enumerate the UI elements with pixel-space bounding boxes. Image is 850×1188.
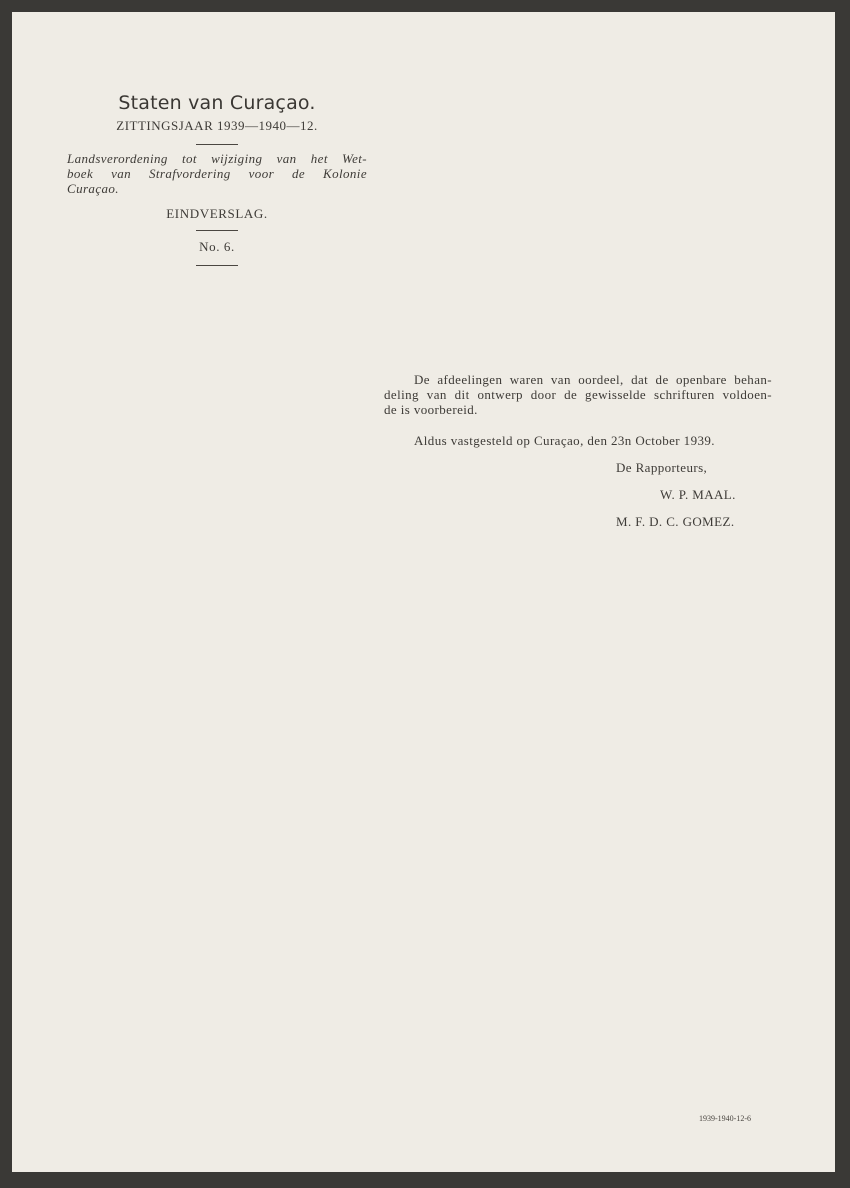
subject-line: boek van Strafvordering voor de Kolonie	[67, 166, 367, 181]
paragraph-line: deling van dit ontwerp door de gewisselde schrifturen voldoen-	[384, 387, 772, 402]
report-number: No. 6.	[199, 239, 235, 254]
document-page	[12, 12, 835, 1172]
subject-line: Landsverordening tot wijziging van het Wet-	[67, 151, 367, 166]
session-year: ZITTINGSJAAR 1939—1940—12.	[116, 118, 318, 133]
document-header	[67, 92, 367, 266]
subject-title	[67, 151, 367, 196]
signatory-name: M. F. D. C. GOMEZ.	[616, 514, 735, 529]
document-body	[384, 372, 772, 529]
document-reference: 1939-1940-12-6	[699, 1114, 751, 1123]
closing-statement: Aldus vastgesteld op Curaçao, den 23n October 1939.	[414, 433, 715, 448]
divider	[196, 230, 238, 231]
divider	[196, 265, 238, 266]
body-paragraph	[384, 372, 772, 417]
subject-line: Curaçao.	[67, 181, 119, 196]
organization-title: Staten van Curaçao.	[118, 92, 316, 114]
signatory-name: W. P. MAAL.	[660, 487, 736, 502]
report-type: EINDVERSLAG.	[166, 206, 268, 221]
divider	[196, 144, 238, 145]
paragraph-line: de is voorbereid.	[384, 402, 478, 417]
signatories-label: De Rapporteurs,	[616, 460, 708, 475]
paragraph-line: De afdeelingen waren van oordeel, dat de openbare behan-	[414, 372, 772, 387]
